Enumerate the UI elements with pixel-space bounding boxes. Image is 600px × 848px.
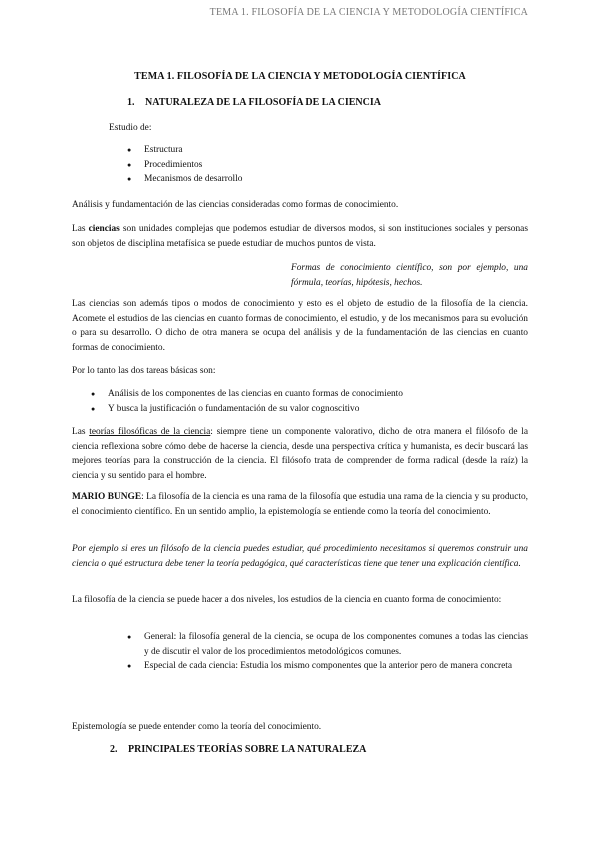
section-1-title: NATURALEZA DE LA FILOSOFÍA DE LA CIENCIA <box>145 97 381 108</box>
section-2-heading <box>110 744 366 755</box>
section-2-number: 2. <box>110 744 118 755</box>
estudio-intro: Estudio de: <box>109 123 152 133</box>
paragraph-text: Las <box>72 427 90 437</box>
list-item: ● Estructura <box>127 143 242 158</box>
paragraph-ejemplo: Por ejemplo si eres un filósofo de la ciencia puedes estudiar, qué procedimiento necesitamos si queremos construir una ciencia o qué estructura debe tener la teoría pedagógica, qué características tiene que tener una explicación científica. <box>72 544 528 569</box>
paragraph-analisis: Análisis y fundamentación de las ciencias consideradas como formas de conocimiento. <box>72 200 399 210</box>
paragraph-niveles: La filosofía de la ciencia se puede hacer a dos niveles, los estudios de la ciencia en cuanto forma de conocimiento: <box>72 595 502 605</box>
paragraph-text: son unidades complejas que podemos estudiar de diversos modos, si son instituciones sociales y personas son objetos de disciplina metafísica se puede estudiar de muchos puntos de vista. <box>72 224 528 249</box>
paragraph-tareas-intro: Por lo tanto las dos tareas básicas son: <box>72 366 216 376</box>
list-item: ● Mecanismos de desarrollo <box>127 172 242 187</box>
tareas-list <box>91 387 528 416</box>
quote-formas: Formas de conocimiento científico, son por ejemplo, una fórmula, teorías, hipótesis, hechos. <box>291 263 528 288</box>
list-item: ● Procedimientos <box>127 158 242 173</box>
paragraph-bunge <box>72 490 528 519</box>
paragraph-tipos: Las ciencias son además tipos o modos de conocimiento y esto es el objeto de estudio de la filosofía de la ciencia. Acomete el estudios de las ciencias en cuanto formas de conocimiento, el estudio, y de los mecanismos para su evolución o para su desarrollo. O dicho de otra manera se ocupa del análisis y de la fundamentación de las ciencias en cuanto formas de conocimiento. <box>72 299 528 353</box>
list-item: ● Análisis de los componentes de las ciencias en cuanto formas de conocimiento <box>91 387 528 402</box>
paragraph-teorias <box>72 425 528 483</box>
paragraph-epistemologia: Epistemología se puede entender como la teoría del conocimiento. <box>72 722 322 732</box>
section-1-number: 1. <box>127 97 135 108</box>
list-item: ● Especial de cada ciencia: Estudia los mismo componentes que la anterior pero de manera concreta <box>127 659 528 674</box>
term-teorias-filosoficas: teorías filosóficas de la ciencia <box>89 427 211 437</box>
author-name: MARIO BUNGE <box>72 492 142 502</box>
paragraph-text: : La filosofía de la ciencia es una rama de la filosofía que estudia una rama de la ciencia y su producto, el conocimiento científico. En un sentido amplio, la epistemología se entiende como la teoría del conocimiento. <box>72 492 528 517</box>
list-item: ● Y busca la justificación o fundamentación de su valor cognoscitivo <box>91 402 528 417</box>
section-1-heading <box>127 97 381 108</box>
paragraph-ciencias <box>72 222 528 251</box>
paragraph-text: : siempre tiene un componente valorativo, dicho de otra manera el filósofo de la ciencia reflexiona sobre cómo debe de hacerse la ciencia, desde una perspectiva crítica y humanista, es decir buscará las mejores teorías para la construcción de la ciencia. El filósofo trata de comprender de forma radical (desde la raíz) la ciencia y su sentido para el hombre. <box>72 427 528 481</box>
document-title: TEMA 1. FILOSOFÍA DE LA CIENCIA Y METODOLOGÍA CIENTÍFICA <box>134 71 466 82</box>
term-ciencias: ciencias <box>88 224 120 234</box>
paragraph-text: Las <box>72 224 89 234</box>
estudio-list <box>127 143 242 187</box>
niveles-list <box>127 630 528 674</box>
section-2-title: PRINCIPALES TEORÍAS SOBRE LA NATURALEZA <box>128 744 367 755</box>
running-header: TEMA 1. FILOSOFÍA DE LA CIENCIA Y METODOLOGÍA CIENTÍFICA <box>209 7 528 18</box>
list-item: ● General: la filosofía general de la ciencia, se ocupa de los componentes comunes a todas las ciencias y de discutir el valor de los procedimientos metodológicos comunes. <box>127 630 528 659</box>
